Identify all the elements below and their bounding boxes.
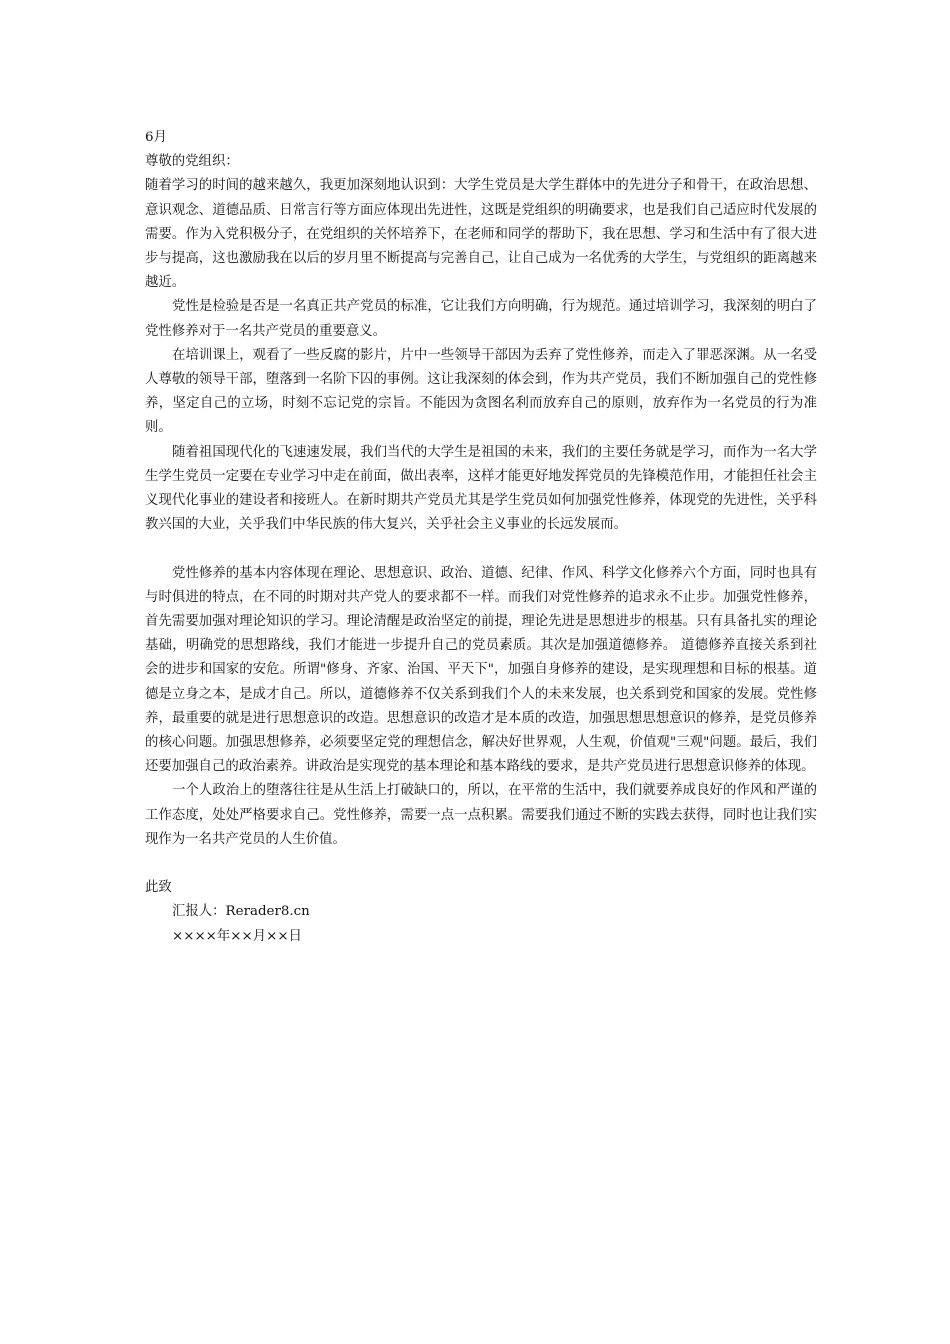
report-date: 6月 — [145, 130, 167, 145]
reporter: 汇报人：Rerader8.cn — [172, 904, 310, 920]
paragraph-5: 党性修养的基本内容体现在理论、思想意识、政治、道德、纪律、作风、科学文化修养六个方面，同时也具有与时俱进的特点，在不同的时期对共产党人的要求都不一样。而我们对党性修养的追求永不止步。加强党性修养，首先需要加强对理论知识的学习。理论清醒是政治坚定的前提，理论先进是思想进步的根基。只有具备扎实的理论基础，明确党的思想路线，我们才能进一步提升自己的党员素质。其次是加强道德修养。 道德修养直接关系到社会的进步和国家的安危。所谓"修身、齐家、治国、平天下"，加强自身修养的建设，是实现理想和目标的根基。道德是立身之本，是成才自己。所以，道德修养不仅关系到我们个人的未来发展，也关系到党和国家的发展。党性修养，最重要的就是进行思想意识的改造。思想意识的改造才是本质的改造，加强思想思想意识的修养，是党员修养的核心问题。加强思想修养，必须要坚定党的理想信念，解决好世界观，人生观，价值观"三观"问题。最后，我们还要加强自己的政治素养。讲政治是实现党的基本理论和基本路线的要求，是共产党员进行思想意识修养的体现。 — [145, 565, 817, 775]
spacer — [145, 852, 817, 876]
paragraph-6: 一个人政治上的堕落往往是从生活上打破缺口的，所以，在平常的生活中，我们就要养成良好的作风和严谨的工作态度，处处严格要求自己。党性修养，需要一点一点积累。需要我们通过不断的实践去获得，同时也让我们实现作为一名共产党员的人生价值。 — [145, 783, 817, 847]
report-page — [145, 126, 817, 949]
paragraph-1: 随着学习的时间的越来越久，我更加深刻地认识到：大学生党员是大学生群体中的先进分子和骨干，在政治思想、意识观念、道德品质、日常言行等方面应体现出先进性，这既是党组织的明确要求，也是我们自己适应时代发展的需要。作为入党积极分子，在党组织的关怀培养下，在老师和同学的帮助下，我在思想、学习和生活中有了很大进步与提高，这也激励我在以后的岁月里不断提高与完善自己，让自己成为一名优秀的大学生，与党组织的距离越来越近。 — [145, 178, 817, 291]
signature-date: ××××年××月××日 — [172, 928, 302, 944]
salutation: 尊敬的党组织： — [145, 154, 239, 170]
paragraph-4: 随着祖国现代化的飞速速发展，我们当代的大学生是祖国的未来，我们的主要任务就是学习，而作为一名大学生学生党员一定要在专业学习中走在前面，做出表率，这样才能更好地发挥党员的先锋模范作用，才能担任社会主义现代化事业的建设者和接班人。在新时期共产党员尤其是学生党员如何加强党性修养，体现党的先进性，关乎科教兴国的大业，关乎我们中华民族的伟大复兴，关乎社会主义事业的长远发展而。 — [145, 444, 817, 533]
paragraph-3: 在培训课上，观看了一些反腐的影片，片中一些领导干部因为丢弃了党性修养，而走入了罪恶深渊。从一名受人尊敬的领导干部，堕落到一名阶下囚的事例。这让我深刻的体会到，作为共产党员，我们不断加强自己的党性修养，坚定自己的立场，时刻不忘记党的宗旨。不能因为贪图名利而放弃自己的原则，放弃作为一名党员的行为准则。 — [145, 347, 817, 436]
paragraph-2: 党性是检验是否是一名真正共产党员的标准，它让我们方向明确，行为规范。通过培训学习，我深刻的明白了党性修养对于一名共产党员的重要意义。 — [145, 299, 817, 339]
closing: 此致 — [145, 880, 172, 896]
spacer — [145, 537, 817, 561]
